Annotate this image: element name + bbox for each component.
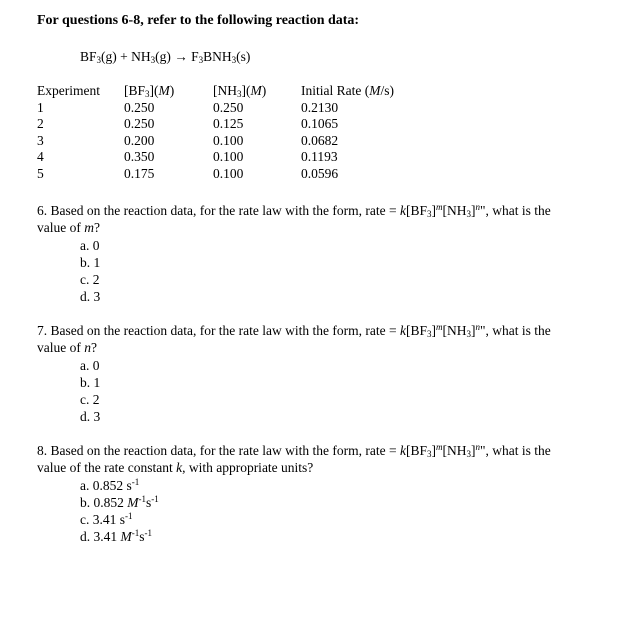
answer-option[interactable]: b. 0.852 $M^{-1}s^{-1}$	[80, 494, 159, 510]
table-cell: 0.350	[124, 149, 155, 164]
rate-column	[301, 83, 394, 182]
answer-option[interactable]: a. 0.852 $s^{-1}$	[80, 477, 140, 493]
reaction-arrow: →	[170, 49, 192, 64]
plus-sign: +	[116, 49, 132, 64]
table-cell: 4	[37, 149, 44, 164]
answer-option[interactable]: b. 1	[80, 375, 101, 390]
table-cell: 0.250	[213, 99, 244, 115]
table-cell: 0.100	[213, 132, 244, 148]
question-8-options	[80, 477, 159, 545]
question-7-options	[80, 357, 100, 425]
answer-option[interactable]: d. 3.41 $M^{-1}s^{-1}$	[80, 528, 153, 544]
table-cell: 1	[37, 99, 44, 115]
header-experiment: Experiment	[37, 83, 100, 98]
table-cell: 0.2130	[301, 99, 339, 115]
answer-option[interactable]: a. 0	[80, 358, 100, 373]
table-cell: 0.175	[124, 165, 155, 181]
reactant-nh3: $NH_3(g)$	[131, 49, 171, 65]
reactant-bf3: $BF_3(g)$	[80, 49, 117, 65]
section-heading: For questions 6-8, refer to the following reaction data:	[37, 13, 360, 28]
question-6-options	[80, 237, 100, 305]
table-cell: 0.250	[124, 116, 155, 131]
product-f3bnh3: $F_3BNH_3(s)$	[191, 49, 251, 65]
rate-law-expression: rate = $k[BF_3]^m[NH_3]^n$", what is the	[365, 202, 551, 219]
table-cell: 3	[37, 132, 44, 148]
nh3-column	[213, 83, 266, 182]
table-cell: 0.0596	[301, 165, 339, 181]
table-cell: 0.200	[124, 132, 155, 148]
reaction-equation	[80, 49, 250, 65]
table-cell: 0.125	[213, 116, 244, 131]
header-rate: Initial Rate (M/s)	[301, 83, 394, 98]
question-6: 6. Based on the reaction data, for the rate law with the form, rate = $k[BF_3]^m[NH_3]^n$", what is the value of m?	[37, 202, 551, 235]
answer-option[interactable]: c. 2	[80, 272, 100, 287]
question-7: 7. Based on the reaction data, for the rate law with the form, rate = $k[BF_3]^m[NH_3]^n$", what is the value of n?	[37, 322, 551, 355]
header-bf3: $[BF_3](M)$	[124, 83, 175, 99]
bf3-column	[124, 83, 174, 182]
answer-option[interactable]: c. 2	[80, 392, 100, 407]
answer-option[interactable]: b. 1	[80, 255, 101, 270]
table-cell: 0.1193	[301, 149, 338, 164]
answer-option[interactable]: c. 3.41 $s^{-1}$	[80, 511, 133, 527]
rate-law-expression: rate = $k[BF_3]^m[NH_3]^n$", what is the	[365, 322, 551, 339]
answer-option[interactable]: d. 3	[80, 289, 101, 304]
answer-option[interactable]: d. 3	[80, 409, 101, 424]
experiment-column	[37, 83, 100, 182]
table-cell: 0.250	[124, 99, 155, 115]
answer-option[interactable]: a. 0	[80, 238, 100, 253]
table-cell: 5	[37, 165, 44, 181]
table-cell: 2	[37, 116, 44, 131]
table-cell: 0.0682	[301, 132, 339, 148]
rate-law-expression: rate = $k[BF_3]^m[NH_3]^n$", what is the	[365, 442, 551, 459]
question-8: 8. Based on the reaction data, for the rate law with the form, rate = $k[BF_3]^m[NH_3]^n$", what is the value of the rate constant k, with appropriate units?	[37, 442, 551, 475]
table-cell: 0.100	[213, 165, 244, 181]
table-cell: 0.1065	[301, 116, 339, 131]
table-cell: 0.100	[213, 149, 244, 164]
header-nh3: $[NH_3](M)$	[213, 83, 267, 99]
